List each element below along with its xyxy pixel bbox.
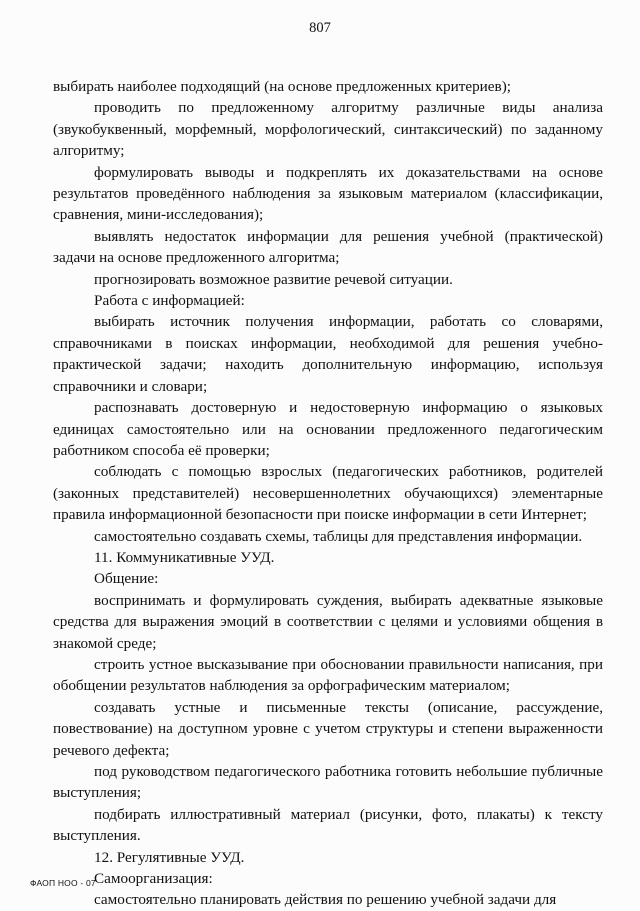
- paragraph: прогнозировать возможное развитие речевой ситуации.: [94, 270, 453, 288]
- paragraph: самостоятельно планировать действия по решению учебной задачи для: [94, 891, 557, 909]
- paragraph: создавать устные и письменные тексты (описание, рассуждение, повествование) на доступном уровне с учетом структуры и степени выраженности речевого дефекта;: [53, 698, 603, 759]
- section-subheading: Работа с информацией:: [94, 292, 245, 310]
- section-subheading: Самоорганизация:: [94, 870, 213, 888]
- paragraph: формулировать выводы и подкреплять их доказательствами на основе результатов проведённого наблюдения за языковым материалом (классификации, сравнения, мини-исследования);: [53, 163, 603, 224]
- paragraph: выбирать наиболее подходящий (на основе предложенных критериев);: [53, 78, 511, 95]
- paragraph: воспринимать и формулировать суждения, выбирать адекватные языковые средства для выражения эмоций в соответствии с целями и условиями общения в знакомой среде;: [53, 591, 603, 652]
- paragraph: подбирать иллюстративный материал (рисунки, фото, плакаты) к тексту выступления.: [53, 805, 603, 845]
- paragraph: выявлять недостаток информации для решения учебной (практической) задачи на основе предложенного алгоритма;: [53, 227, 603, 267]
- document-body: [53, 76, 603, 911]
- paragraph: проводить по предложенному алгоритму различные виды анализа (звукобуквенный, морфемный, морфологический, синтаксический) по заданному алгоритму;: [53, 99, 603, 160]
- paragraph: соблюдать с помощью взрослых (педагогических работников, родителей (законных представителей) несовершеннолетних обучающихся) элементарные правила информационной безопасности при поиске информации в сети Интернет;: [53, 463, 603, 524]
- page-number: 807: [309, 20, 331, 36]
- paragraph: распознавать достоверную и недостоверную информацию о языковых единицах самостоятельно или на основании предложенного педагогическим работником способа её проверки;: [53, 399, 603, 459]
- paragraph: самостоятельно создавать схемы, таблицы для представления информации.: [94, 527, 583, 545]
- paragraph: под руководством педагогического работника готовить небольшие публичные выступления;: [53, 763, 603, 802]
- paragraph: строить устное высказывание при обосновании правильности написания, при обобщении результатов наблюдения за орфографическим материалом;: [53, 655, 603, 695]
- section-heading: 11. Коммуникативные УУД.: [94, 548, 275, 566]
- section-heading: 12. Регулятивные УУД.: [94, 848, 245, 866]
- paragraph: выбирать источник получения информации, работать со словарями, справочниками в поисках информации, необходимой для решения учебно-практической задачи; находить дополнительную информацию, используя справочники и словари;: [53, 313, 603, 395]
- footer-document-code: ФАОП НОО - 07: [30, 878, 96, 888]
- section-subheading: Общение:: [94, 570, 159, 588]
